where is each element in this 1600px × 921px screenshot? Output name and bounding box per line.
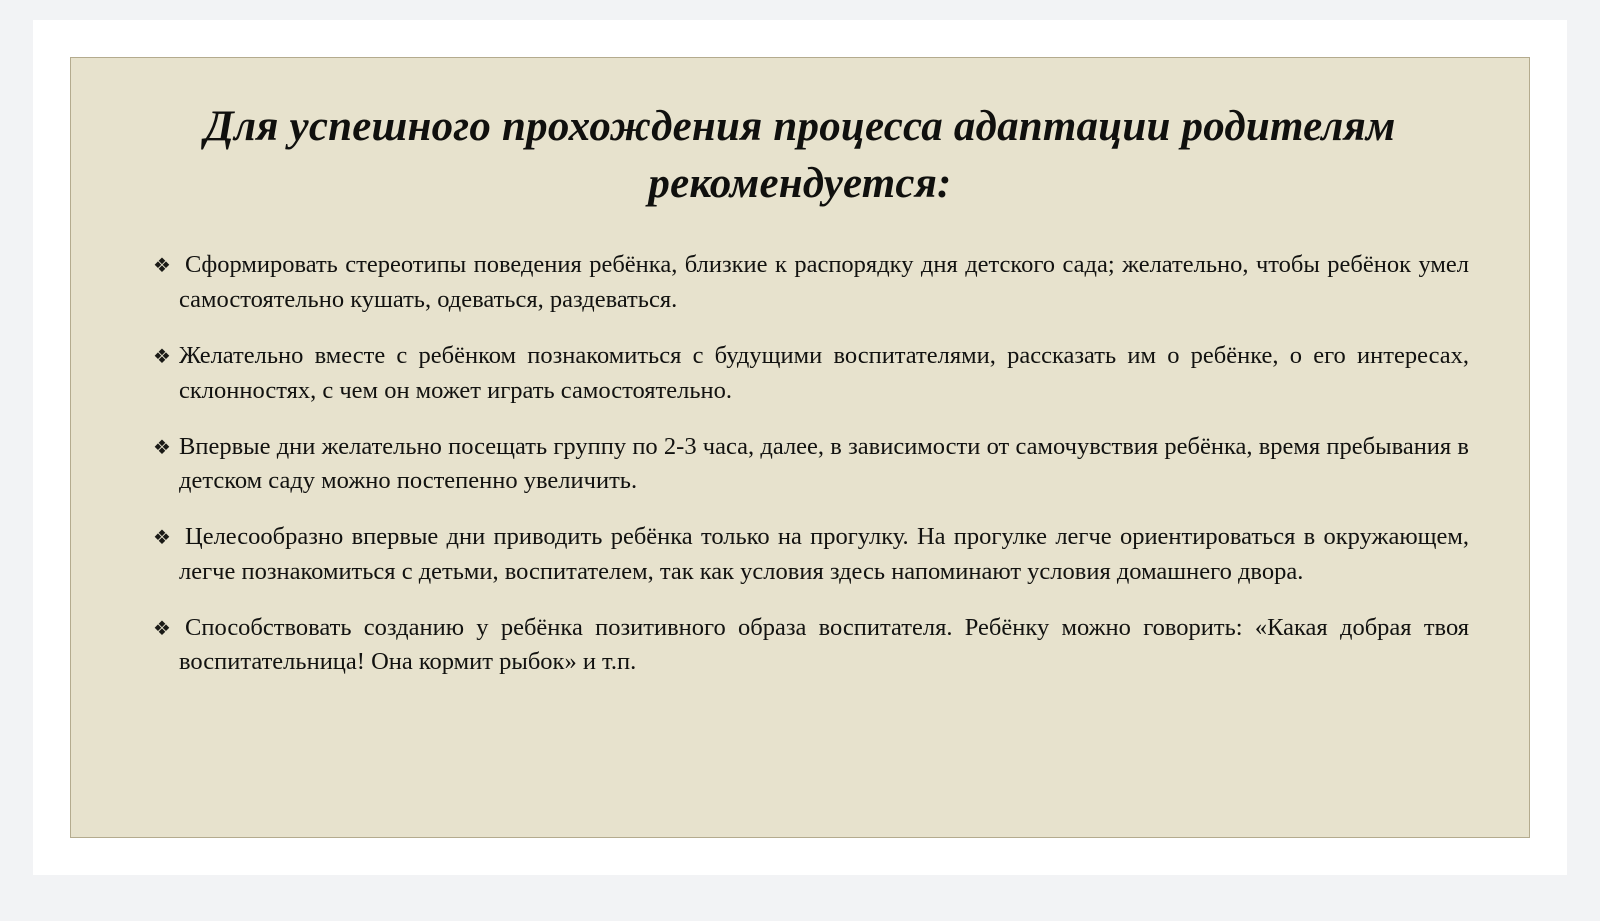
slide-canvas: [33, 20, 1567, 875]
diamond-bullet-icon: ❖: [153, 525, 171, 550]
bullet-list: [115, 248, 1485, 680]
list-item-text: Способствовать созданию у ребёнка позитивного образа воспитателя. Ребёнку можно говорить: «Какая добрая твоя воспитательница! Она кормит рыбок» и т.п.: [179, 613, 1469, 676]
list-item-text: Целесообразно впервые дни приводить ребёнка только на прогулку. На прогулке легче ориентироваться в окружающем, легче познакомиться с детьми, воспитателем, так как условия здесь напоминают условия домашнего двора.: [179, 523, 1469, 585]
list-item: [153, 430, 1469, 500]
list-item: [153, 248, 1469, 318]
list-item-text: Впервые дни желательно посещать группу по 2-3 часа, далее, в зависимости от самочувствия ребёнка, время пребывания в детском саду можно постепенно увеличить.: [179, 432, 1469, 495]
list-item: [153, 520, 1469, 590]
diamond-bullet-icon: ❖: [153, 434, 171, 459]
list-item: [153, 611, 1469, 681]
page-title: Для успешного прохождения процесса адаптации родителям рекомендуется:: [204, 103, 1396, 208]
list-item-text: Сформировать стереотипы поведения ребёнка, близкие к распорядку дня детского сада; желательно, чтобы ребёнок умел самостоятельно кушать, одеваться, раздеваться.: [179, 251, 1469, 314]
slide-content-frame: [70, 57, 1530, 838]
list-item: [153, 339, 1469, 409]
diamond-bullet-icon: ❖: [153, 253, 171, 278]
diamond-bullet-icon: ❖: [153, 343, 171, 368]
diamond-bullet-icon: ❖: [153, 615, 171, 640]
list-item-text: Желательно вместе с ребёнком познакомиться с будущими воспитателями, рассказать им о ребёнке, о его интересах, склонностях, с чем он может играть самостоятельно.: [179, 341, 1469, 404]
